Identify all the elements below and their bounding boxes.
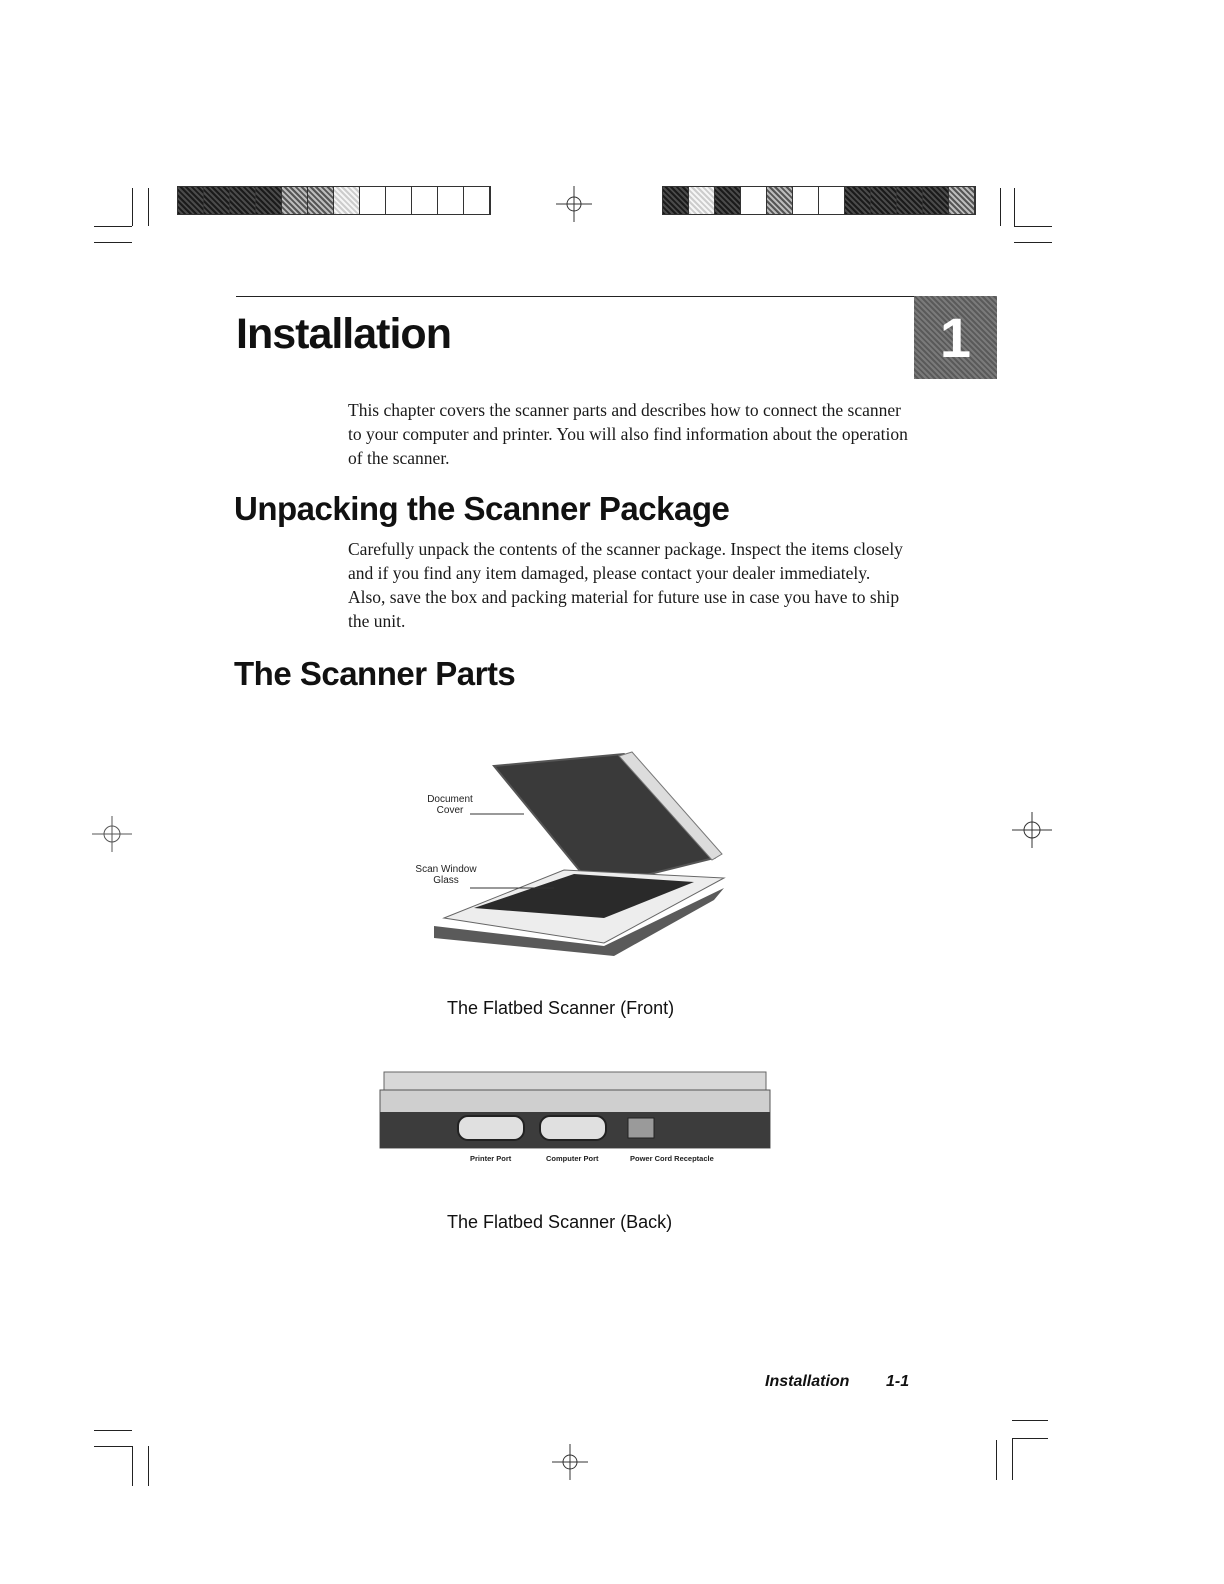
figure-scanner-front: [404, 748, 734, 960]
chapter-intro: This chapter covers the scanner parts and describes how to connect the scanner to your computer and printer. You will also find information about the operation of the scanner.: [348, 400, 908, 468]
caption-scanner-front: The Flatbed Scanner (Front): [447, 998, 675, 1018]
chapter-rule: [236, 296, 914, 297]
label-power-cord-receptacle: Power Cord Receptacle: [630, 1154, 714, 1163]
chapter-number-badge: 1: [914, 296, 997, 379]
section-title-scanner-parts: The Scanner Parts: [234, 655, 516, 692]
computer-port-connector: [540, 1116, 606, 1140]
registration-color-bar-right: [662, 186, 976, 215]
registration-target-icon: [92, 816, 132, 852]
footer-section-name: Installation: [765, 1373, 850, 1390]
label-computer-port: Computer Port: [546, 1154, 599, 1163]
registration-target-icon: [1012, 812, 1052, 848]
figure-scanner-back: [378, 1062, 778, 1168]
scanner-back-illustration: [378, 1062, 778, 1154]
section-body-unpacking: Carefully unpack the contents of the scanner package. Inspect the items closely and if you find any item damaged, please contact your dealer immediately. Also, save the box and packing material for future use in case you have to ship the unit.: [348, 539, 903, 631]
scanner-front-illustration: [404, 748, 734, 960]
label-document-cover: Document Cover: [427, 794, 473, 816]
label-scan-window-glass: Scan Window Glass: [415, 864, 477, 886]
label-printer-port: Printer Port: [470, 1154, 512, 1163]
registration-target-icon: [556, 186, 592, 222]
power-cord-receptacle: [628, 1118, 654, 1138]
section-title-unpacking: Unpacking the Scanner Package: [234, 490, 730, 527]
caption-scanner-back: The Flatbed Scanner (Back): [447, 1212, 673, 1232]
chapter-title: Installation: [236, 310, 451, 358]
footer-page-number: 1-1: [886, 1373, 910, 1390]
registration-target-icon: [552, 1444, 588, 1480]
registration-color-bar-left: [177, 186, 491, 215]
printer-port-connector: [458, 1116, 524, 1140]
